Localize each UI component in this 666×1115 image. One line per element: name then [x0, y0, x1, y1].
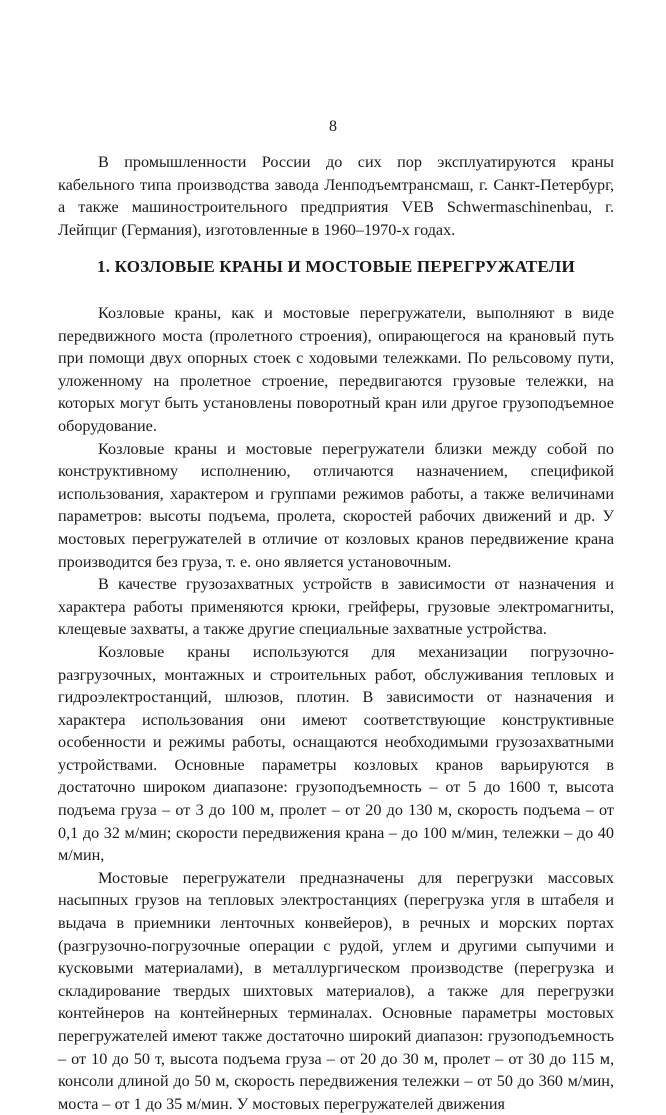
paragraph-4: Козловые краны используются для механизации погрузочно-разгрузочных, монтажных и строительных работ, обслуживания тепловых и гидроэлектростанций, шлюзов, плотин. В зависимости от назначения и характера использования они имеют соответствующие конструктивные особенности и режимы работы, оснащаются необходимыми грузозахватными устройствами. Основные параметры козловых кранов варьируются в достаточно широком диапазоне: грузоподъемность – от 5 до 1600 т, высота подъема груза – от 3 до 100 м, пролет – от 20 до 130 м, скорость подъема – от 0,1 до 32 м/мин; скорости передвижения крана – до 100 м/мин, тележки – до 40 м/мин, [58, 642, 614, 865]
paragraph-5: Мостовые перегружатели предназначены для перегрузки массовых насыпных грузов на тепловых электростанциях (перегрузка угля в штабеля и выдача в приемники ленточных конвейеров), в речных и морских портах (разгрузочно-погрузочные операции с рудой, углем и другими сыпучими и кусковыми материалами), в металлургическом производстве (перегрузка и складирование твердых шихтовых материалов), а также для перегрузки контейнеров на контейнерных терминалах. Основные параметры мостовых перегружателей имеют также достаточно широкий диапазон: грузоподъемность – от 10 до 50 т, высота подъема груза – от 20 до 30 м, пролет – от 30 до 115 м, консоли длиной до 50 м, скорость передвижения тележки – от 50 до 360 м/мин, моста – от 1 до 35 м/мин. У мостовых перегружателей движения [58, 868, 614, 1113]
page-number: 8 [329, 118, 337, 135]
paragraph-1: Козловые краны, как и мостовые перегружатели, выполняют в виде передвижного моста (пролетного строения), опирающегося на крановый путь при помощи двух опорных стоек с ходовыми тележками. По рельсовому пути, уложенному на пролетное строение, передвигаются грузовые тележки, на которых могут быть установлены поворотный кран или другое грузоподъемное оборудование. [58, 304, 614, 435]
intro-text [58, 151, 614, 241]
section-body [58, 302, 614, 1115]
paragraph-2: Козловые краны и мостовые перегружатели близки между собой по конструктивному исполнению, отличаются назначением, спецификой использования, характером и группами режимов работы, а также величинами параметров: высоты подъема, пролета, скоростей рабочих движений и др. У мостовых перегружателей в отличие от козловых кранов передвижение крана производится без груза, т. е. оно является установочным. [58, 439, 614, 571]
paragraph-3: В качестве грузозахватных устройств в зависимости от назначения и характера работы применяются крюки, грейферы, грузовые электромагниты, клещевые захваты, а также другие специальные захватные устройства. [58, 575, 614, 639]
intro-paragraph: В промышленности России до сих пор эксплуатируются краны кабельного типа производства завода Ленподъемтрансмаш, г. Санкт-Петербург, а также машиностроительного предприятия VEB Schwermaschinenbau, г. Лейпциг (Германия), изготовленные в 1960–1970-х годах. [58, 153, 614, 239]
section-heading: 1. КОЗЛОВЫЕ КРАНЫ И МОСТОВЫЕ ПЕРЕГРУЖАТЕЛИ [97, 257, 575, 276]
